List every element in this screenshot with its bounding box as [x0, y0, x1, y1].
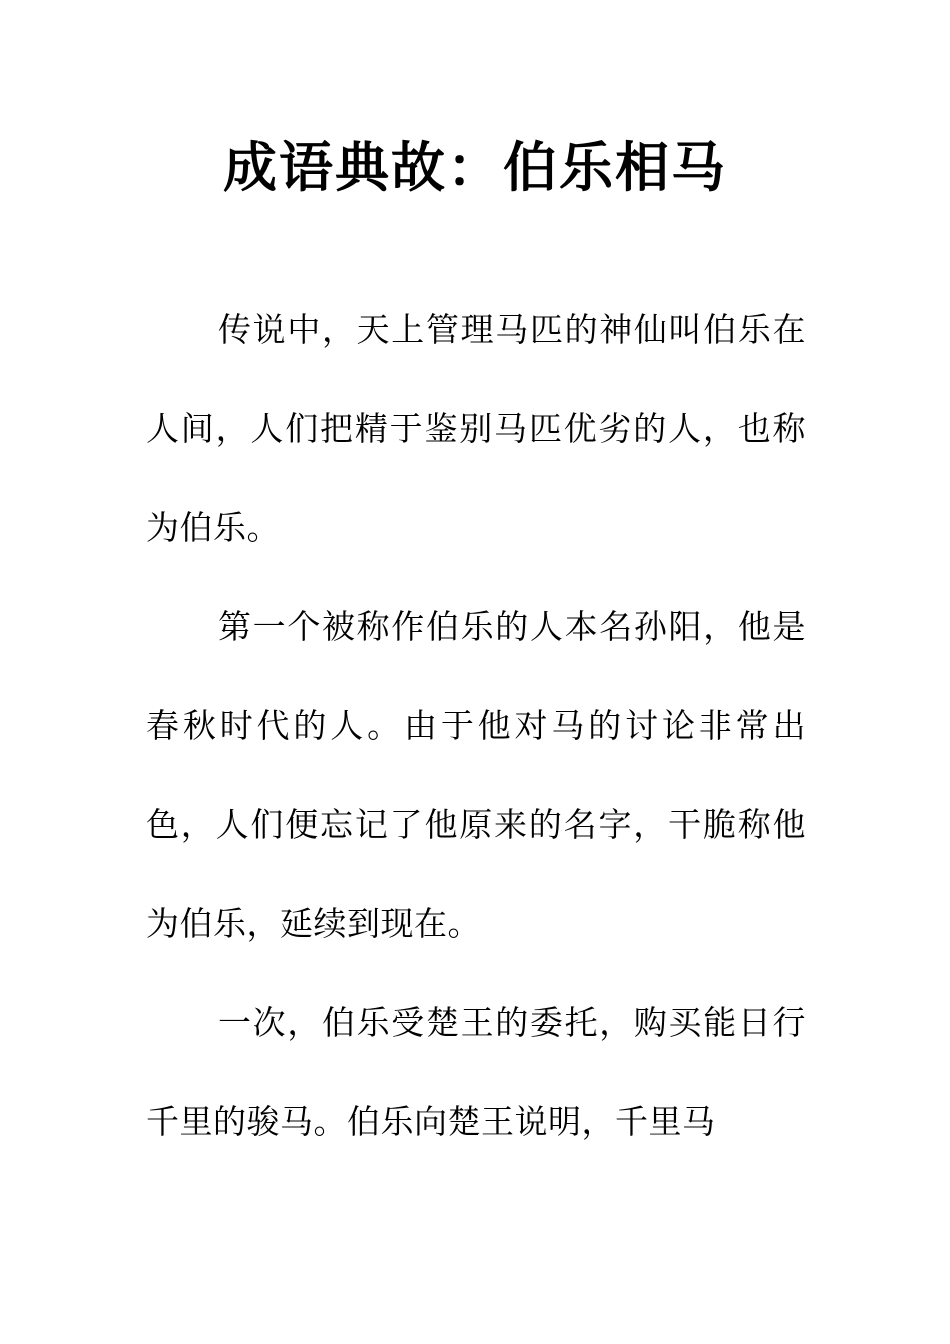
- document-body: [146, 280, 806, 1171]
- paragraph-1: 传说中，天上管理马匹的神仙叫伯乐在人间，人们把精于鉴别马匹优劣的人，也称为伯乐。: [146, 310, 806, 547]
- paragraph-3: 一次，伯乐受楚王的委托，购买能日行千里的骏马。伯乐向楚王说明，千里马: [146, 1003, 806, 1141]
- paragraph-2: 第一个被称作伯乐的人本名孙阳，他是春秋时代的人。由于他对马的讨论非常出色，人们便忘记了他原来的名字，干脆称他为伯乐，延续到现在。: [146, 607, 806, 943]
- document-title: 成语典故：伯乐相马: [223, 136, 727, 199]
